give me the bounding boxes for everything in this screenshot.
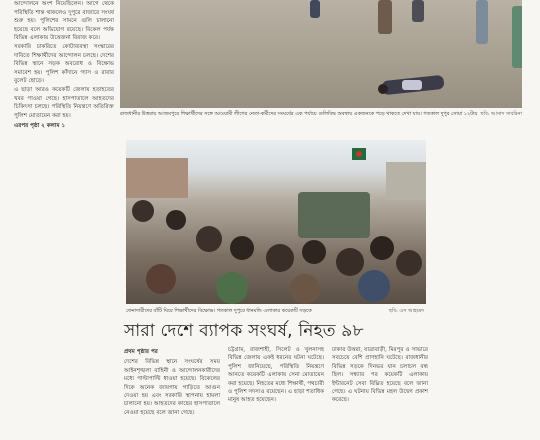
article-text: দেশের বিভিন্ন স্থানে সংঘর্ষের সময় আইনশৃঙ্খলা বাহিনী ও আন্দোলনকারীদের মধ্যে পাল্টাপাল্টি ধাওয়া হয়েছে। বিকেলের দিকে অনেক জায়গায় গাড়িতে আগুন দেওয়া হয় এবং সরকারি স্থাপনায় হামলা চালানো হয়। আহতদের কাছের হাসপাতালে নেওয়া হয়েছে বলে জানা গেছে।	[124, 359, 220, 416]
left-paragraph: এ ছাড়া আরও কয়েকটি জেলায় হতাহতের খবর পাওয়া গেছে। হাসপাতালে আহতদের চিকিৎসা চলছে। পরিস্থিতি নিয়ন্ত্রণে অতিরিক্ত পুলিশ মোতায়েন করা হয়।	[14, 86, 114, 119]
armored-vehicle	[298, 192, 370, 238]
top-photo-caption	[120, 109, 524, 119]
top-news-photo	[120, 0, 522, 108]
left-paragraph: সরকারি চাকরিতে কোটাব্যবস্থা সংস্কারের দাবিতে শিক্ষার্থীদের আন্দোলন চলছে। দেশের বিভিন্ন স্থানে সড়ক অবরোধ ও বিক্ষোভ সমাবেশ হয়। পুলিশ কাঁদানে গ্যাস ও রাবার বুলেট ছোড়ে।	[14, 43, 114, 85]
article-column-2	[228, 346, 324, 440]
photo-credit: ছবি: এস আহমেদ	[388, 308, 424, 314]
left-news-column	[14, 0, 114, 200]
caption-text: ফেনাদায়ীদের বাঁটি ঘিরে শিক্ষার্থীদের বিক্ষোভ। গতকাল দুপুরে ধানমন্ডি এলাকার কয়েকটি সড়কে	[126, 308, 312, 314]
photo-credit: ছবি: আসাদ সাবরিনা	[480, 111, 522, 117]
bottom-photo-caption	[126, 306, 426, 316]
crowd-vehicle-photo	[126, 140, 426, 304]
article-headline: সারা দেশে ব্যাপক সংঘর্ষ, নিহত ৯৮	[124, 321, 364, 341]
caption-text: রাজধানীর উত্তরায় আজমপুরে শিক্ষার্থীদের সঙ্গে আওয়ামী লীগের নেতা-কর্মীদের সংঘর্ষের এক পর্যায়ে গুলিবিদ্ধ অবস্থায় একজনকে পড়ে থাকতে দেখা যায়। গতকাল দুপুর সোয়া ১২টায়	[120, 111, 478, 117]
article-text: ঢাকার উত্তরা, যাত্রাবাড়ী, মিরপুর ও সাভারে সবচেয়ে বেশি প্রাণহানি ঘটেছে। রাজধানীর বিভিন্ন সড়কে দিনভর যান চলাচল বন্ধ ছিল। সন্ধ্যার পর কয়েকটি এলাকায় ইন্টারনেট সেবা বিঘ্নিত হয়েছে বলে জানা গেছে। এ ঘটনায় বিভিন্ন মহল উদ্বেগ প্রকাশ করেছে।	[332, 347, 428, 404]
continued-from-label: প্রথম পৃষ্ঠার পর	[124, 349, 158, 355]
continued-jump-line: এরপর পৃষ্ঠা ২ কলাম ১	[14, 123, 66, 130]
article-column-1	[124, 348, 220, 440]
article-text: চট্টগ্রাম, রাজশাহী, সিলেট ও খুলনাসহ বিভিন্ন জেলায় একই ধরনের ঘটনা ঘটেছে। পুলিশ জানিয়েছে, পরিস্থিতি নিয়ন্ত্রণে আনতে কয়েকটি এলাকায় সেনা মোতায়েন করা হয়েছে। নিহতের মধ্যে শিক্ষার্থী, পথচারী ও পুলিশ সদস্যও রয়েছেন। এ ছাড়া শতাধিক মানুষ আহত হয়েছেন।	[228, 347, 324, 404]
left-paragraph: আন্দোলনে অংশ নিয়েছিলেন। আগে থেকে পরিস্থিতি শান্ত থাকলেও দুপুরে বাজারে সংঘর্ষ শুরু হয়। পুলিশের সামনে গুলি চালানো হয়েছে বলে অভিযোগ রয়েছে। বিকেল পর্যন্ত বিভিন্ন এলাকায় উত্তেজনা বিরাজ করে।	[14, 1, 114, 42]
article-column-3	[332, 346, 428, 440]
